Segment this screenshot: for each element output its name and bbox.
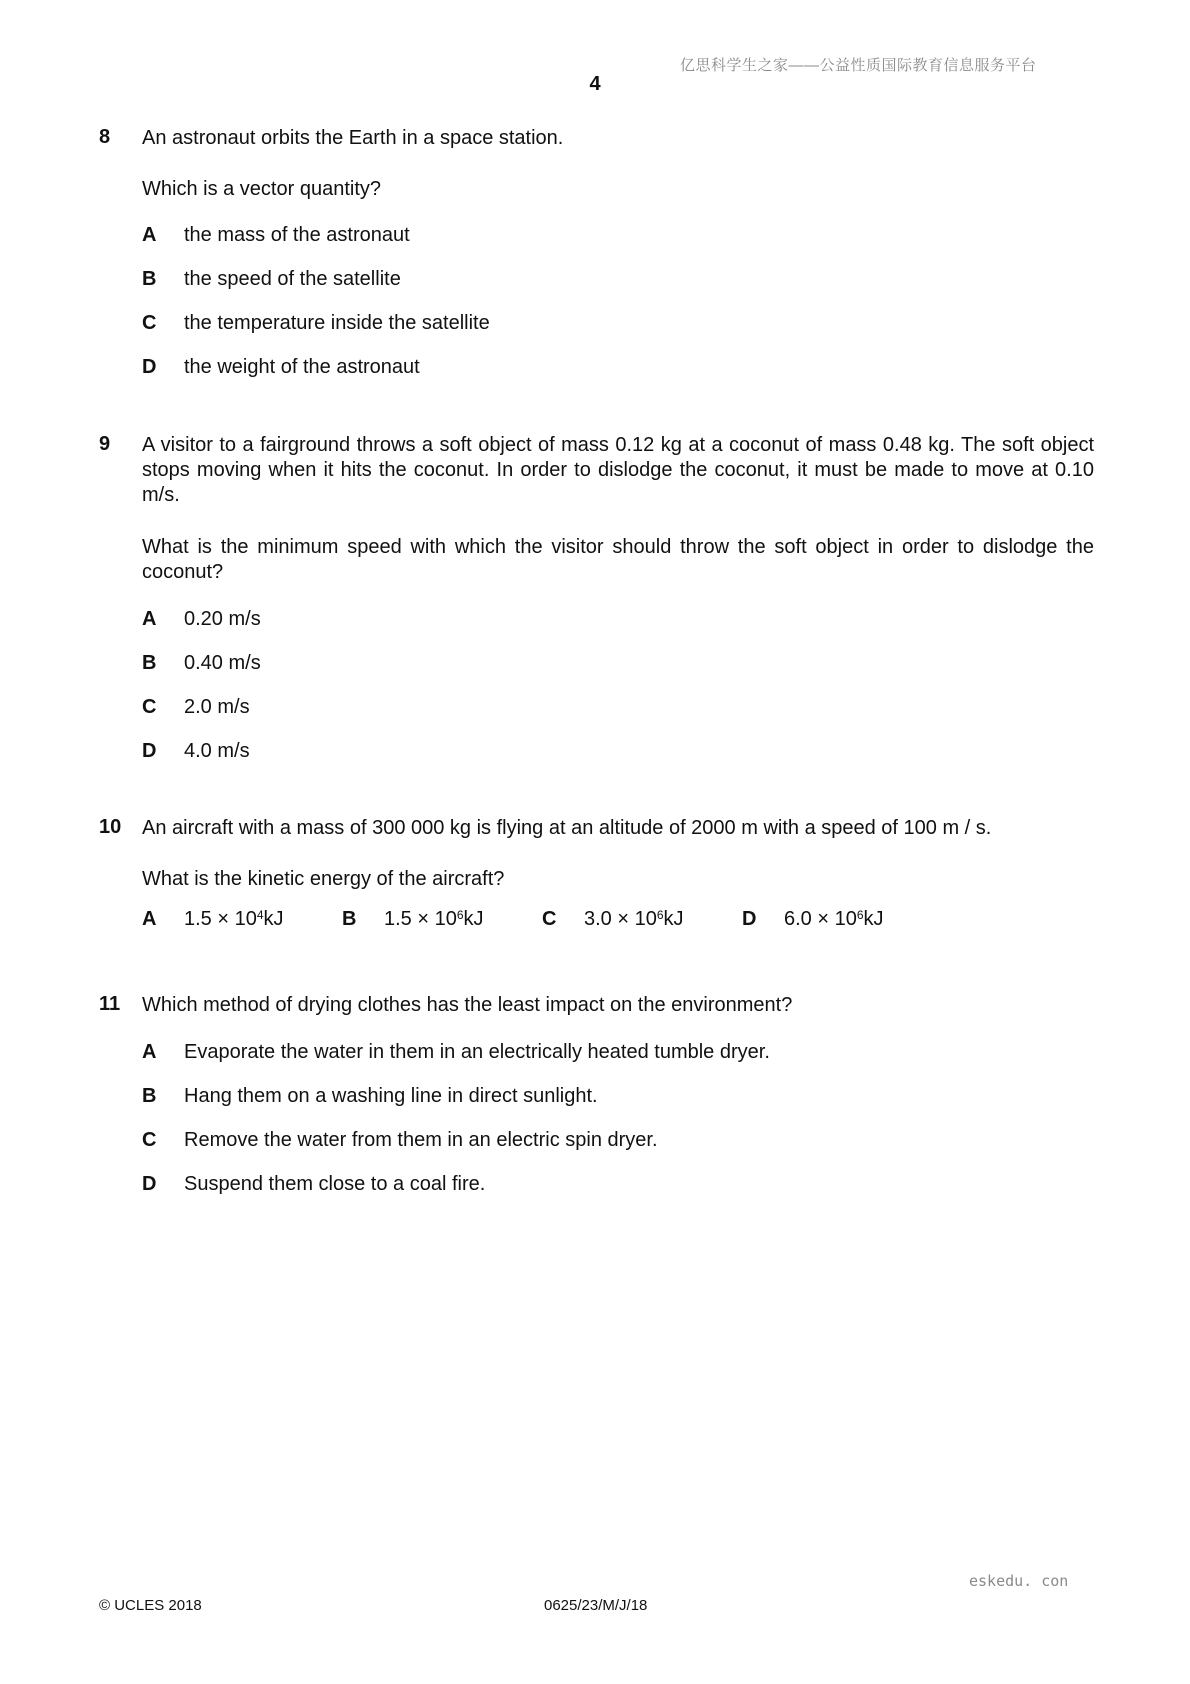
option-mantissa: 1.5 × 10 — [184, 908, 257, 930]
question-11-option-a-letter: A — [142, 1041, 157, 1063]
question-10-options — [142, 908, 942, 931]
option-letter: D — [742, 908, 757, 930]
page-number: 4 — [589, 73, 601, 95]
question-9-option-a-letter: A — [142, 608, 157, 630]
question-10-option-a — [142, 908, 342, 931]
option-exponent: 6 — [656, 908, 664, 922]
watermark-footer: eskedu. con — [969, 1572, 1069, 1590]
question-10-stem: An aircraft with a mass of 300 000 kg is flying at an altitude of 2000 m with a speed of 100 m / s. — [142, 817, 992, 839]
question-9-option-a-text: 0.20 m/s — [184, 608, 261, 630]
question-10-number: 10 — [99, 816, 122, 838]
option-mantissa: 3.0 × 10 — [584, 908, 657, 930]
question-10-option-b — [342, 908, 542, 931]
copyright: © UCLES 2018 — [99, 1597, 202, 1614]
option-letter: B — [342, 908, 357, 930]
question-9-number: 9 — [99, 433, 111, 455]
watermark-header: 亿思科学生之家——公益性质国际教育信息服务平台 — [680, 57, 1037, 74]
question-11-option-c-text: Remove the water from them in an electric spin dryer. — [184, 1129, 658, 1151]
question-8-option-a-text: the mass of the astronaut — [184, 224, 410, 246]
question-8-option-b-letter: B — [142, 268, 157, 290]
question-11-option-d-text: Suspend them close to a coal fire. — [184, 1173, 486, 1195]
question-11-option-a-text: Evaporate the water in them in an electrically heated tumble dryer. — [184, 1041, 770, 1063]
question-11-option-d-letter: D — [142, 1173, 157, 1195]
question-10-option-d — [742, 908, 942, 931]
option-unit: kJ — [463, 908, 484, 930]
question-11-option-b-letter: B — [142, 1085, 157, 1107]
option-mantissa: 6.0 × 10 — [784, 908, 857, 930]
question-11-number: 11 — [99, 993, 121, 1015]
question-11-option-c-letter: C — [142, 1129, 157, 1151]
option-unit: kJ — [263, 908, 284, 930]
question-8-number: 8 — [99, 126, 111, 148]
question-8-option-c-text: the temperature inside the satellite — [184, 312, 490, 334]
question-9-option-c-text: 2.0 m/s — [184, 696, 250, 718]
question-9-stem: A visitor to a fairground throws a soft object of mass 0.12 kg at a coconut of mass 0.48 kg. The soft object stops moving when it hits the coconut. In order to dislodge the coconut, it must be made to move at 0.10 m/s. — [142, 434, 1094, 506]
option-exponent: 4 — [256, 908, 264, 922]
option-mantissa: 1.5 × 10 — [384, 908, 457, 930]
question-9-option-c-letter: C — [142, 696, 157, 718]
question-9-prompt: What is the minimum speed with which the visitor should throw the soft object in order to dislodge the coconut? — [142, 536, 1094, 583]
question-9-option-b-text: 0.40 m/s — [184, 652, 261, 674]
question-8-prompt: Which is a vector quantity? — [142, 178, 381, 200]
option-unit: kJ — [863, 908, 884, 930]
question-8-option-a-letter: A — [142, 224, 157, 246]
option-letter: A — [142, 908, 157, 930]
question-8-option-c-letter: C — [142, 312, 157, 334]
paper-code: 0625/23/M/J/18 — [544, 1597, 648, 1614]
question-11-option-b-text: Hang them on a washing line in direct sunlight. — [184, 1085, 598, 1107]
option-unit: kJ — [663, 908, 684, 930]
question-10-option-c — [542, 908, 742, 931]
option-exponent: 6 — [856, 908, 864, 922]
option-letter: C — [542, 908, 557, 930]
option-exponent: 6 — [456, 908, 464, 922]
question-10-prompt: What is the kinetic energy of the aircraft? — [142, 868, 505, 890]
question-9-option-d-letter: D — [142, 740, 157, 762]
question-8-option-d-letter: D — [142, 356, 157, 378]
question-11-stem: Which method of drying clothes has the least impact on the environment? — [142, 994, 793, 1016]
question-8-stem: An astronaut orbits the Earth in a space station. — [142, 127, 564, 149]
question-8-option-d-text: the weight of the astronaut — [184, 356, 420, 378]
question-8-option-b-text: the speed of the satellite — [184, 268, 401, 290]
question-9-option-b-letter: B — [142, 652, 157, 674]
question-9-option-d-text: 4.0 m/s — [184, 740, 250, 762]
